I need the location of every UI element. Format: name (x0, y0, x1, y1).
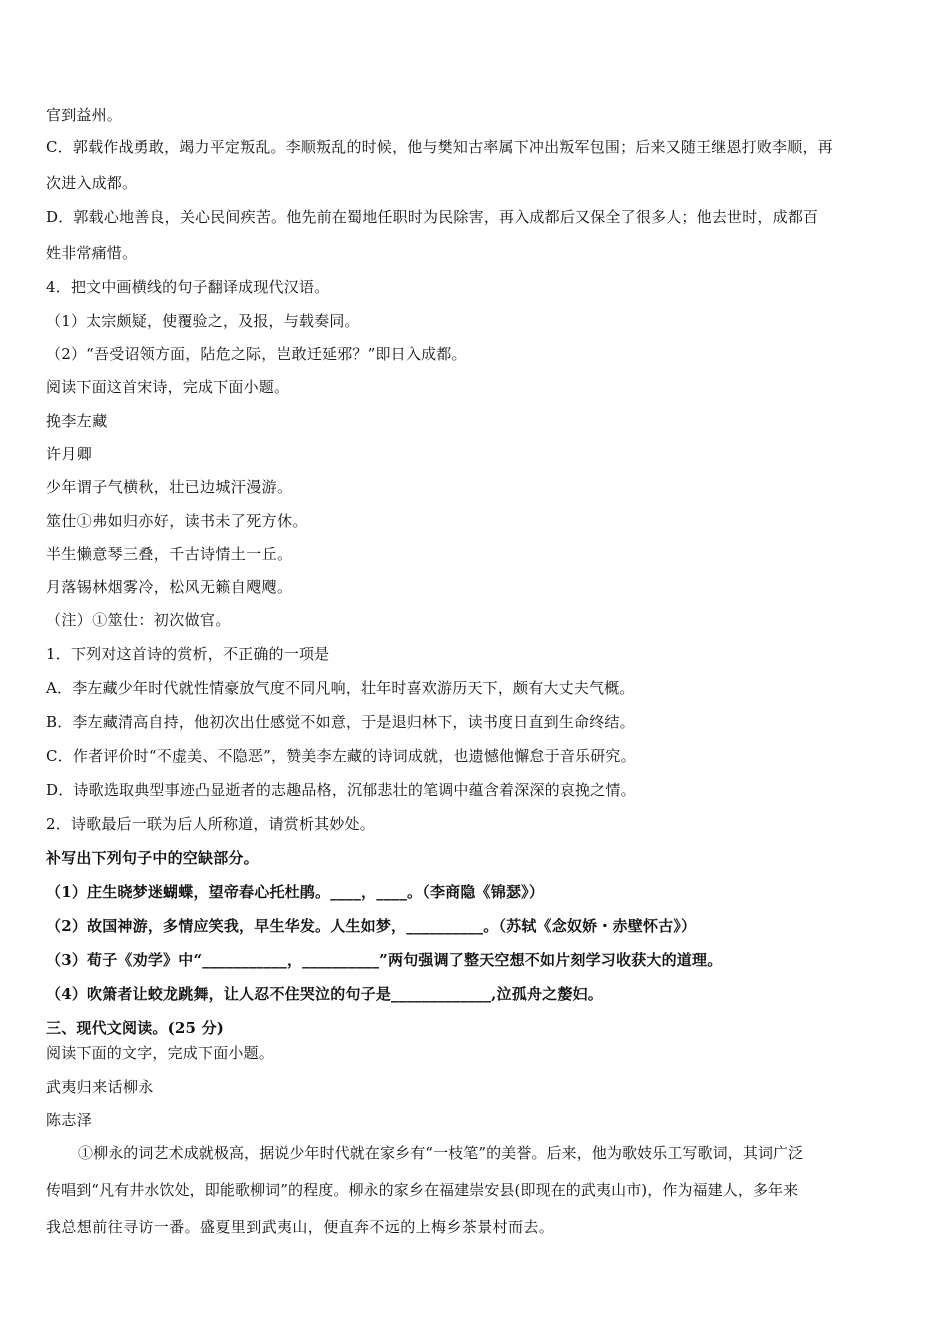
option-c: C．作者评价时“不虚美、不隐恶”，赞美李左藏的诗词成就，也遗憾他懈怠于音乐研究。 (46, 747, 636, 765)
poem-instruction: 阅读下面这首宋诗，完成下面小题。 (46, 378, 290, 396)
option-d: D．诗歌选取典型事迹凸显逝者的志趣品格，沉郁悲壮的笔调中蕴含着深深的哀挽之情。 (46, 781, 636, 799)
fill-blank-2: （2）故国神游，多情应笑我，早生华发。人生如梦，__________。（苏轼《念奴娇・赤壁怀古》） (46, 917, 697, 935)
poem-title: 挽李左藏 (46, 412, 108, 430)
question-4-1: （1）太宗颇疑，使覆验之，及报，与载奏同。 (46, 312, 360, 330)
poem-line: 少年谓子气横秋，壮已边城汗漫游。 (46, 478, 293, 496)
text-line: 官到益州。 (46, 106, 123, 124)
option-a: A．李左藏少年时代就性情豪放气度不同凡响，壮年时喜欢游历天下，颇有大丈夫气概。 (46, 679, 635, 697)
fill-blank-3: （3）荀子《劝学》中“___________，__________”两句强调了整天空想不如片刻学习收获大的道理。 (46, 951, 723, 969)
question-4: 4．把文中画横线的句子翻译成现代汉语。 (46, 278, 330, 296)
section-heading: 三、现代文阅读。(25 分) (46, 1019, 225, 1037)
article-author: 陈志泽 (46, 1111, 93, 1129)
option-b: B．李左藏清高自持，他初次出仕感觉不如意，于是退归林下，读书度日直到生命终结。 (46, 713, 635, 731)
poem-note: （注）①筮仕：初次做官。 (46, 611, 231, 629)
article-paragraph: ①柳永的词艺术成就极高，据说少年时代就在家乡有“一枝笔”的美誉。后来，他为歌妓乐工写歌词，其词广泛 (78, 1144, 804, 1162)
fill-blank-4: （4）吹箫者让蛟龙跳舞，让人忍不住哭泣的句子是_____________,泣孤舟之嫠妇。 (46, 985, 603, 1003)
fill-blank-heading: 补写出下列句子中的空缺部分。 (46, 849, 259, 867)
text-line: 姓非常痛惜。 (46, 244, 138, 262)
question-1: 1．下列对这首诗的赏析，不正确的一项是 (46, 645, 330, 663)
poem-line: 月落锡林烟雾冷，松风无籁自飕飕。 (46, 578, 293, 596)
option-c-text: C．郭载作战勇敢，竭力平定叛乱。李顺叛乱的时候，他与樊知古率属下冲出叛军包围；后来又随王继恩打败李顺，再 (46, 138, 833, 156)
article-paragraph-cont: 我总想前往寻访一番。盛夏里到武夷山，便直奔不远的上梅乡茶景村而去。 (46, 1218, 555, 1236)
fill-blank-1: （1）庄生晓梦迷蝴蝶，望帝春心托杜鹃。____，____。（李商隐《锦瑟》） (46, 883, 545, 901)
question-2: 2．诗歌最后一联为后人所称道，请赏析其妙处。 (46, 815, 375, 833)
article-paragraph-cont: 传唱到“凡有井水饮处，即能歌柳词”的程度。柳永的家乡在福建崇安县(即现在的武夷山市)，作为福建人，多年来 (46, 1181, 799, 1199)
text-line: 次进入成都。 (46, 174, 138, 192)
poem-line: 筮仕①弗如归亦好，读书未了死方休。 (46, 512, 308, 530)
reading-instruction: 阅读下面的文字，完成下面小题。 (46, 1044, 275, 1062)
option-d-text: D．郭载心地善良，关心民间疾苦。他先前在蜀地任职时为民除害，再入成都后又保全了很多人；他去世时，成都百 (46, 208, 819, 226)
question-4-2: （2）“吾受诏领方面，阽危之际，岂敢迁延邪？”即日入成都。 (46, 345, 467, 363)
article-title: 武夷归来话柳永 (46, 1078, 154, 1096)
poem-line: 半生懒意琴三叠，千古诗情土一丘。 (46, 545, 293, 563)
poem-author: 许月卿 (46, 445, 93, 463)
